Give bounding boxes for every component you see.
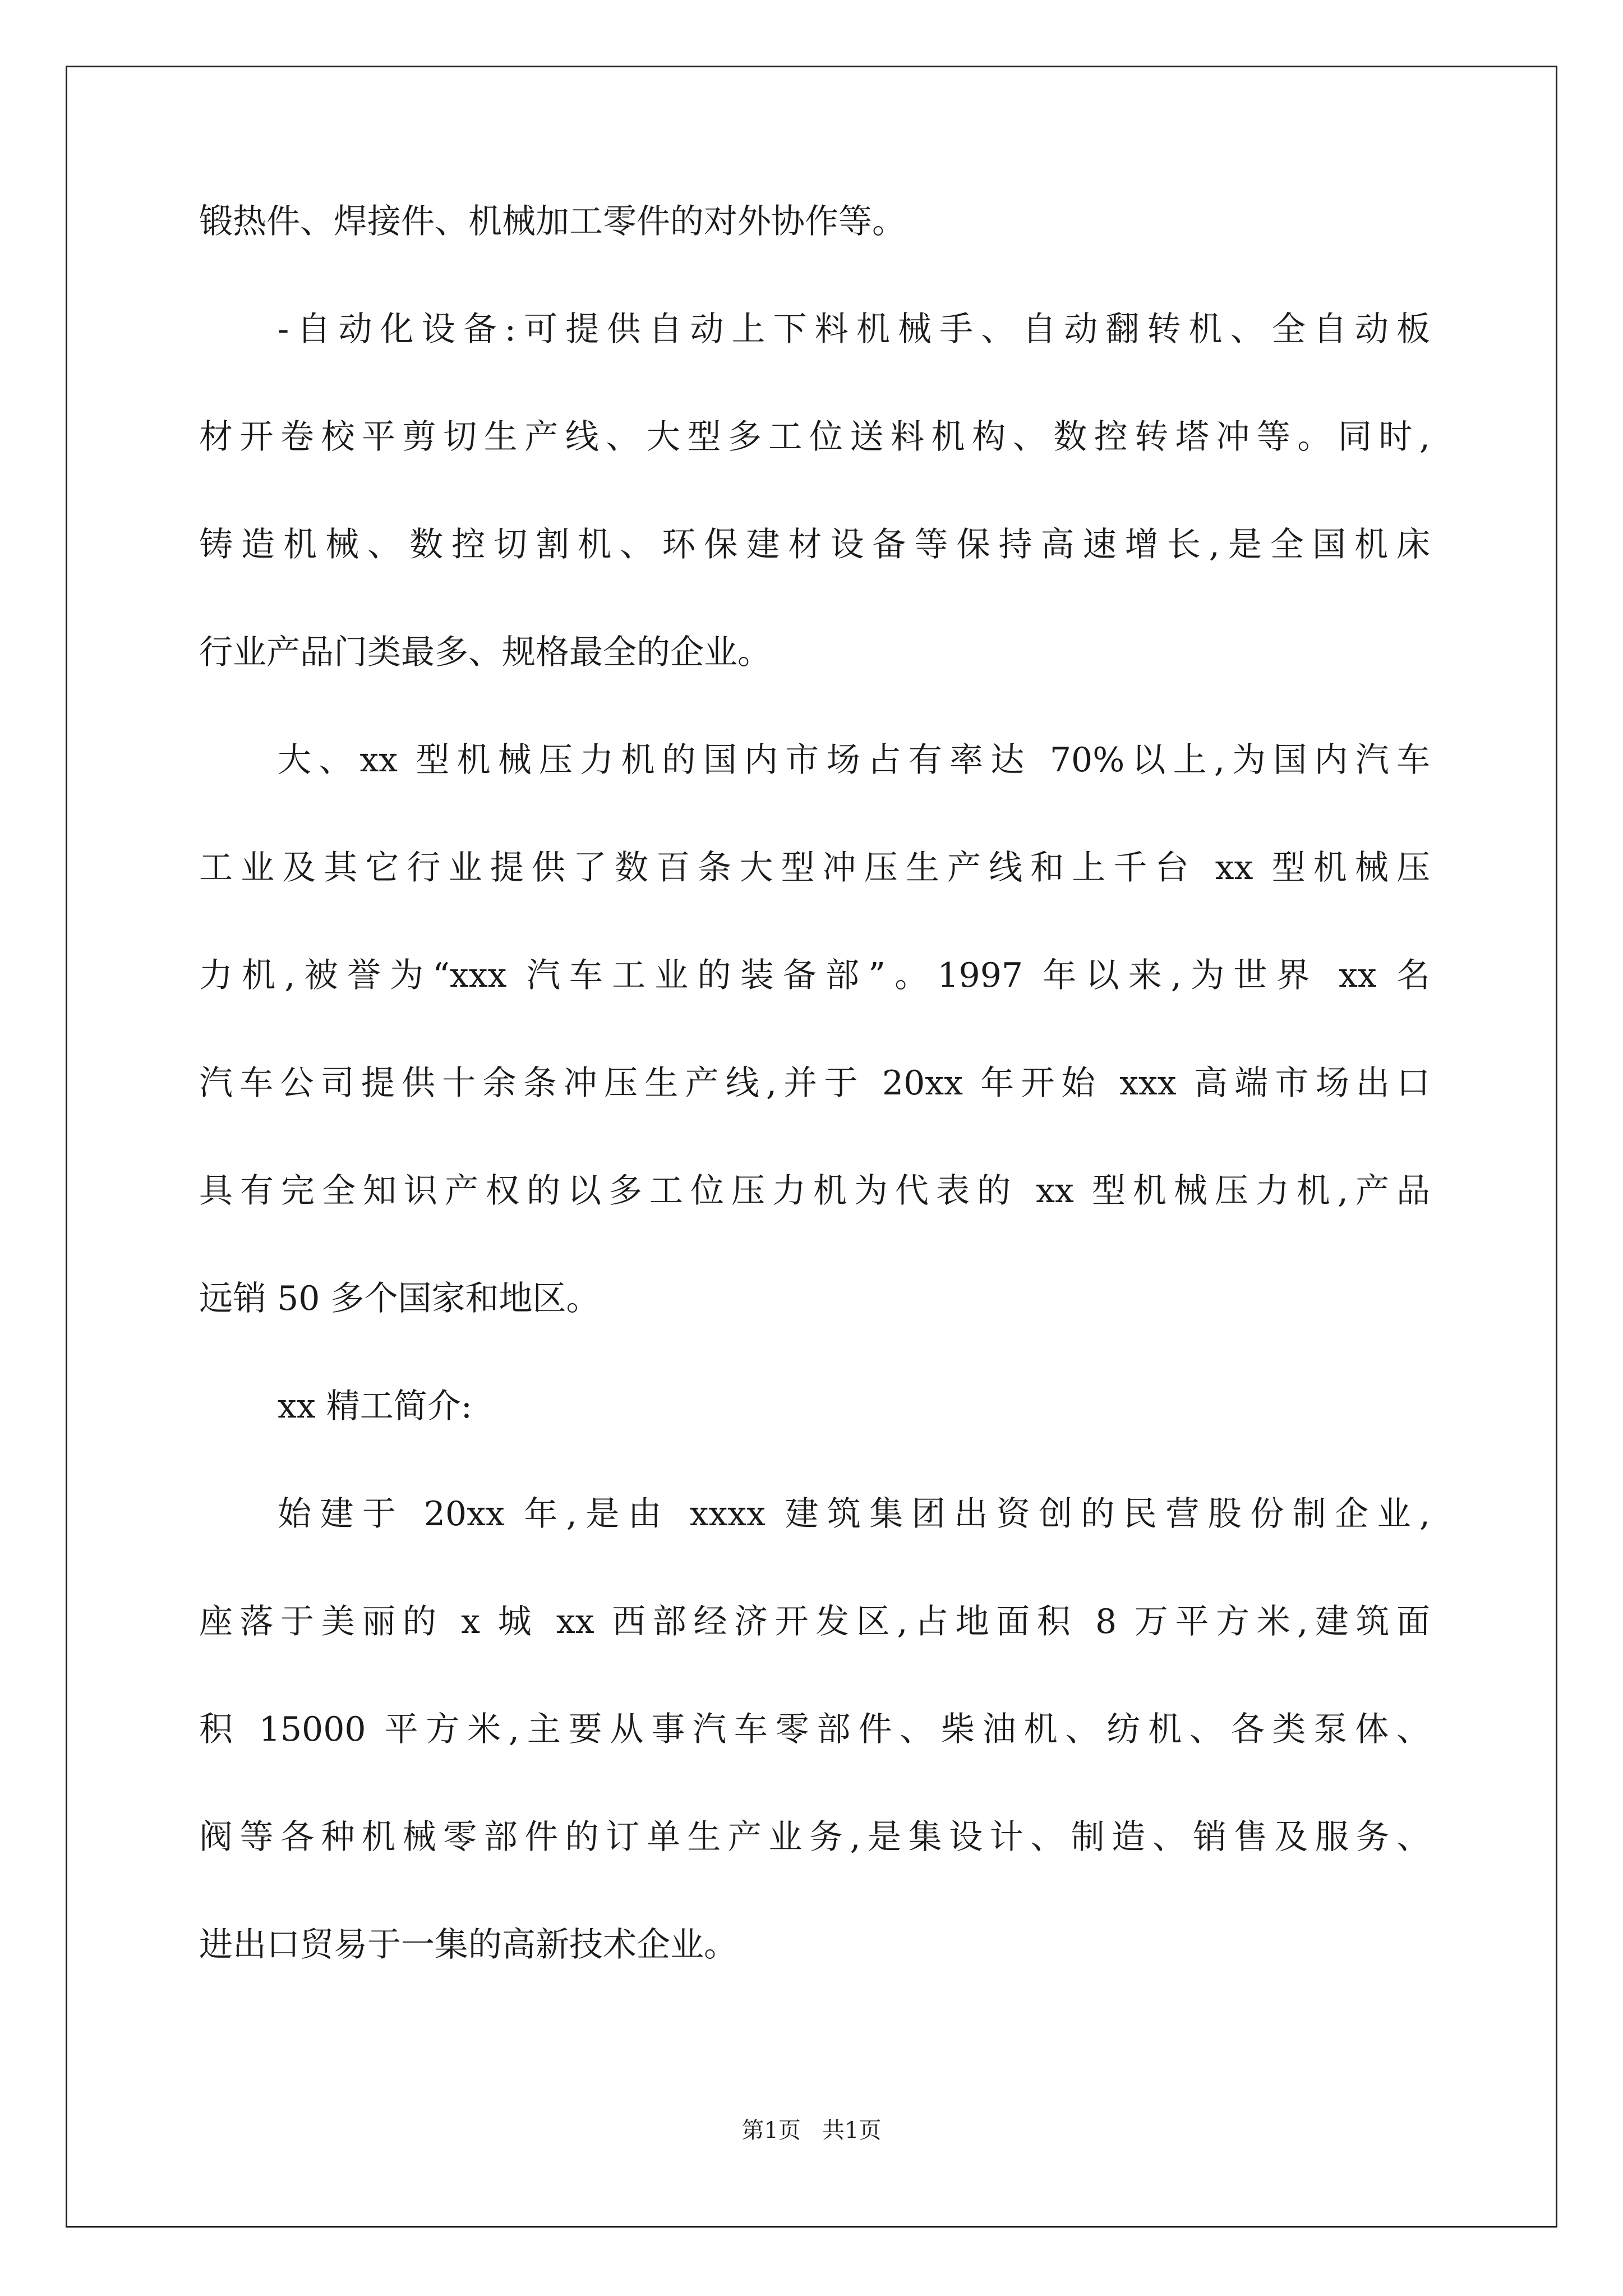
text-line-6: 大、xx 型机械压力机的国内市场占有率达 70%以上,为国内汽车 xyxy=(278,740,1430,780)
text-line-5: 行业产品门类最多、规格最全的企业。 xyxy=(199,633,771,672)
text-line-15: 积 15000 平方米,主要从事汽车零部件、柴油机、纺机、各类泵体、 xyxy=(199,1710,1430,1749)
text-line-1: 锻热件、焊接件、机械加工零件的对外协作等。 xyxy=(199,202,906,241)
text-line-13: 始建于 20xx 年,是由 xxxx 建筑集团出资创的民营股份制企业, xyxy=(278,1494,1430,1534)
text-line-14: 座落于美丽的 x 城 xx 西部经济开发区,占地面积 8 万平方米,建筑面 xyxy=(199,1602,1430,1641)
text-line-8: 力机,被誉为“xxx 汽车工业的装备部”。1997 年以来,为世界 xx 名 xyxy=(199,956,1430,995)
text-line-3: 材开卷校平剪切生产线、大型多工位送料机构、数控转塔冲等。同时, xyxy=(199,417,1430,457)
text-line-4: 铸造机械、数控切割机、环保建材设备等保持高速增长,是全国机床 xyxy=(199,525,1430,564)
text-line-11: 远销 50 多个国家和地区。 xyxy=(199,1279,600,1318)
section-heading: xx 精工简介: xyxy=(278,1387,472,1426)
text-line-10: 具有完全知识产权的以多工位压力机为代表的 xx 型机械压力机,产品 xyxy=(199,1171,1430,1211)
page-footer: 第1页 共1页 xyxy=(741,2118,882,2143)
page-border xyxy=(66,66,1557,2228)
text-line-17: 进出口贸易于一集的高新技术企业。 xyxy=(199,1925,737,1964)
text-line-16: 阀等各种机械零部件的订单生产业务,是集设计、制造、销售及服务、 xyxy=(199,1818,1430,1857)
text-line-7: 工业及其它行业提供了数百条大型冲压生产线和上千台 xx 型机械压 xyxy=(199,848,1430,887)
text-line-2: -自动化设备:可提供自动上下料机械手、自动翻转机、全自动板 xyxy=(278,310,1430,349)
text-line-9: 汽车公司提供十余条冲压生产线,并于 20xx 年开始 xxx 高端市场出口 xyxy=(199,1064,1430,1103)
